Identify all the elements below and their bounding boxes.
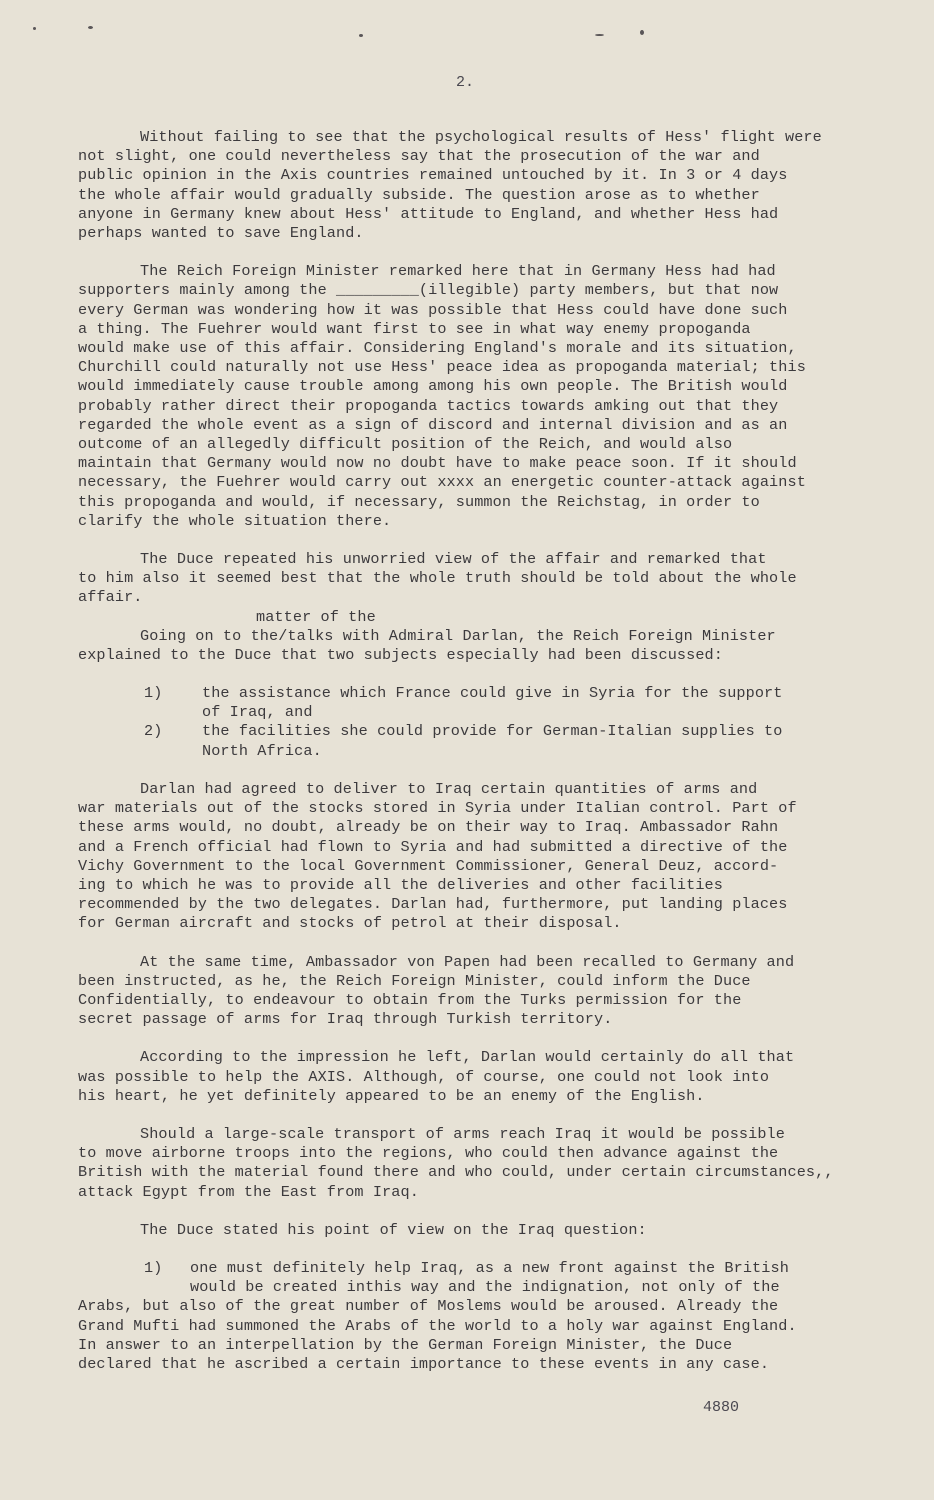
list-number: 1) [144, 1258, 163, 1277]
scan-speck [33, 27, 36, 30]
list-text: one must definitely help Iraq, as a new front against the British would be created inthis way and the indignation, not only of the [190, 1258, 789, 1297]
paragraph-hess-flight: Without failing to see that the psychological results of Hess' flight were not slight, one could nevertheless say that the prosecution of the war and public opinion in the Axis countries remained untouched by it. In 3 or 4 days the whole affair would gradually subside. The question arose as to whether anyone in Germany knew about Hess' attitude to England, and whether Hess had perhaps wanted to save England. [78, 128, 822, 243]
paragraph-darlan-impression: According to the impression he left, Darlan would certainly do all that was possible to help the AXIS. Although, of course, one could not look into his heart, he yet definitely appeared to be an enemy of the English. [78, 1048, 795, 1105]
paragraph-arms-transport: Should a large-scale transport of arms reach Iraq it would be possible to move airborne troops into the regions, who could then advance against the British with the material found there and who could, under certain circumstances,, attack Egypt from the East from Iraq. [78, 1124, 834, 1201]
paragraph-darlan-agreement: Darlan had agreed to deliver to Iraq certain quantities of arms and war materials out of the stocks stored in Syria under Italian control. Part of these arms would, no doubt, already be on their way to Iraq. Ambassador Rahn and a French official had flown to Syria and had submitted a directive of the Vichy Government to the local Government Commissioner, General Deuz, accord- ing to which he was to provide all the deliveries and other facilities recommended by the two delegates. Darlan had, furthermore, put landing places for German aircraft and stocks of petrol at their disposal. [78, 779, 797, 933]
scan-speck [595, 34, 604, 36]
scan-speck [359, 34, 363, 37]
scan-speck [640, 30, 644, 35]
handwritten-insertion: matter of the [256, 607, 376, 626]
document-number: 4880 [703, 1399, 740, 1416]
list-number: 2) [144, 722, 163, 741]
list-item [78, 684, 878, 722]
paragraph-reich-minister-remarks: The Reich Foreign Minister remarked here that in Germany Hess had had supporters mainly among the _________(illegible) party members, but that now every German was wondering how it was possible that Hess could have done such a thing. The Fuehrer would want first to see in what way enemy propoganda would make use of this affair. Considering England's morale and its situation, Churchill could naturally not use Hess' peace idea as propoganda material; this would immediately cause trouble among among his own people. The British would probably rather direct their propoganda tactics towards amking out that they regarded the whole event as a sign of discord and internal division and as an outcome of an allegedly difficult position of the Reich, and would also maintain that Germany would now no doubt have to make peace soon. If it should necessary, the Fuehrer would carry out xxxx an energetic counter-attack against this propoganda and would, if necessary, summon the Reichstag, in order to clarify the whole situation there. [78, 262, 806, 530]
paragraph-duce-iraq: The Duce stated his point of view on the Iraq question: [140, 1220, 647, 1239]
page-number: 2. [456, 74, 475, 91]
scan-speck [88, 26, 93, 29]
list-text: the assistance which France could give in Syria for the support of Iraq, and [202, 684, 783, 722]
list-text: the facilities she could provide for German-Italian supplies to North Africa. [202, 722, 783, 760]
subjects-list [78, 684, 878, 761]
duce-point-continuation: Arabs, but also of the great number of Moslems would be aroused. Already the Grand Mufti had summoned the Arabs of the world to a holy war against England. In answer to an interpellation by the German Foreign Minister, the Duce declared that he ascribed a certain importance to these events in any case. [78, 1297, 797, 1373]
memorandum-body [78, 128, 878, 1374]
list-item [78, 722, 878, 760]
paragraph-von-papen: At the same time, Ambassador von Papen had been recalled to Germany and been instructed, as he, the Reich Foreign Minister, could inform the Duce Confidentially, to endeavour to obtain from the Turks permission for the secret passage of arms for Iraq through Turkish territory. [78, 952, 795, 1029]
list-number: 1) [144, 684, 163, 703]
duce-point-item [78, 1259, 878, 1297]
paragraph-duce-view: The Duce repeated his unworried view of the affair and remarked that to him also it seemed best that the whole truth should be told about the whole affair. [78, 550, 797, 607]
paragraph-darlan-talks: Going on to the/talks with Admiral Darlan, the Reich Foreign Minister explained to the Duce that two subjects especially had been discussed: [78, 626, 776, 664]
